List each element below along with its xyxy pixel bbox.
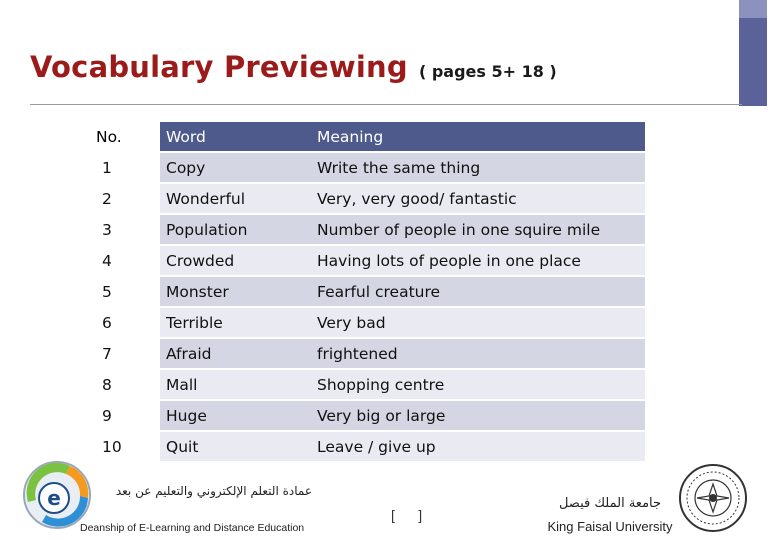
table-row	[96, 184, 645, 213]
row-number: 2	[96, 184, 160, 213]
slide-title-pages: ( pages 5+ 18 )	[418, 62, 557, 81]
slide-title-main: Vocabulary Previewing	[30, 50, 408, 84]
page-number-brackets: [ ]	[391, 507, 423, 523]
row-word: Mall	[160, 370, 311, 399]
row-number: 10	[96, 432, 160, 461]
row-number: 8	[96, 370, 160, 399]
row-meaning: Very big or large	[311, 401, 645, 430]
header-word: Word	[160, 122, 311, 151]
table-row	[96, 277, 645, 306]
row-word: Monster	[160, 277, 311, 306]
row-meaning: Write the same thing	[311, 153, 645, 182]
row-meaning: Fearful creature	[311, 277, 645, 306]
row-number: 6	[96, 308, 160, 337]
row-word: Terrible	[160, 308, 311, 337]
university-english: King Faisal University	[547, 519, 673, 534]
row-number: 1	[96, 153, 160, 182]
table-row	[96, 153, 645, 182]
deanship-english: Deanship of E-Learning and Distance Education	[80, 522, 305, 534]
university-arabic: جامعة الملك فيصل	[558, 496, 662, 511]
table-row	[96, 370, 645, 399]
row-number: 9	[96, 401, 160, 430]
vocabulary-table	[96, 120, 645, 463]
table-row	[96, 308, 645, 337]
row-meaning: Having lots of people in one place	[311, 246, 645, 275]
university-seal-icon	[677, 462, 749, 534]
row-meaning: frightened	[311, 339, 645, 368]
title-divider	[30, 104, 742, 105]
header-no: No.	[96, 122, 160, 151]
slide-title	[30, 50, 557, 84]
svg-text:e: e	[47, 486, 61, 510]
accent-bar-top	[739, 0, 767, 18]
table-header-row	[96, 122, 645, 151]
row-number: 3	[96, 215, 160, 244]
header-meaning: Meaning	[311, 122, 645, 151]
row-word: Crowded	[160, 246, 311, 275]
deanship-arabic: عمادة التعلم الإلكتروني والتعليم عن بعد	[115, 484, 312, 498]
row-word: Quit	[160, 432, 311, 461]
row-meaning: Shopping centre	[311, 370, 645, 399]
row-meaning: Very bad	[311, 308, 645, 337]
table-row	[96, 339, 645, 368]
row-word: Wonderful	[160, 184, 311, 213]
e-learning-logo-icon	[20, 458, 94, 532]
row-number: 5	[96, 277, 160, 306]
row-meaning: Number of people in one squire mile	[311, 215, 645, 244]
table-row	[96, 246, 645, 275]
row-word: Afraid	[160, 339, 311, 368]
row-word: Population	[160, 215, 311, 244]
table-row	[96, 215, 645, 244]
table-row	[96, 401, 645, 430]
row-meaning: Leave / give up	[311, 432, 645, 461]
row-word: Copy	[160, 153, 311, 182]
row-word: Huge	[160, 401, 311, 430]
table-row	[96, 432, 645, 461]
row-meaning: Very, very good/ fantastic	[311, 184, 645, 213]
row-number: 7	[96, 339, 160, 368]
row-number: 4	[96, 246, 160, 275]
